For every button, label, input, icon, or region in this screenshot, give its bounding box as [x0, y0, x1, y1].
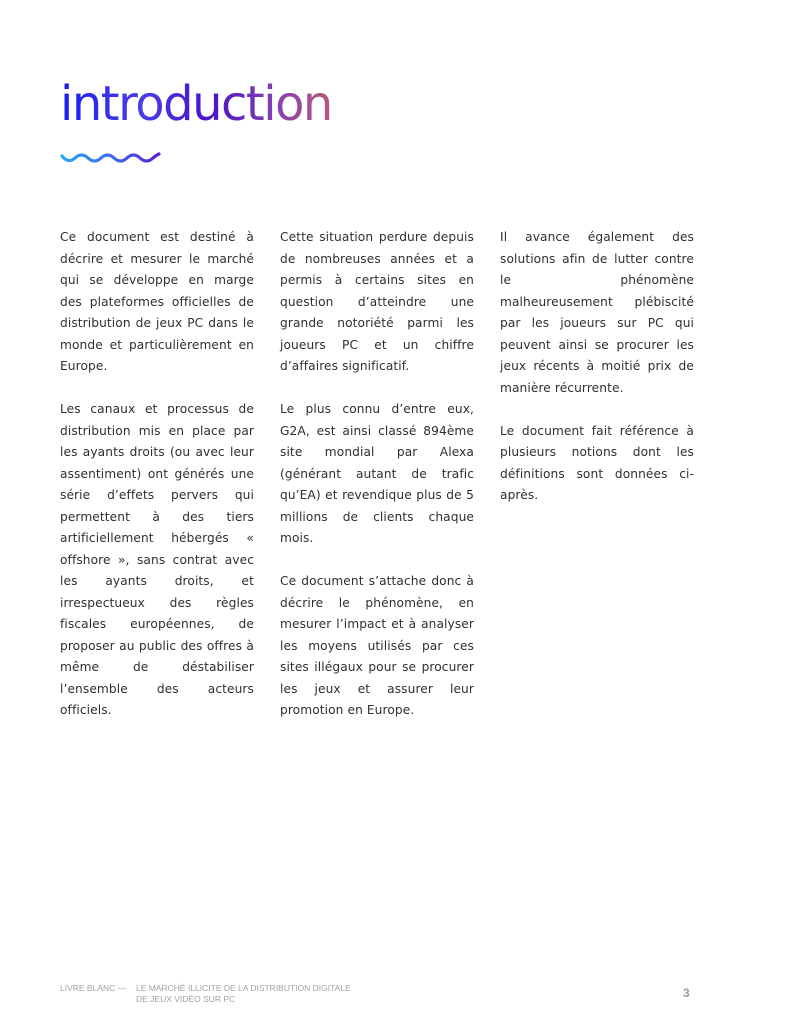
- paragraph: Ce document est destiné à décrire et mesurer le marché qui se développe en marge des plateformes officielles de distribution de jeux PC dans le monde et particulièrement en Europe.: [60, 230, 254, 373]
- wave-divider-icon: [60, 150, 162, 166]
- footer: [60, 983, 376, 1005]
- paragraph: Cette situation perdure depuis de nombreuses années et a permis à certains sites en question d’atteindre une grande notoriété parmi les joueurs PC et un chiffre d’affaires significatif.: [280, 230, 474, 373]
- column-1: [60, 227, 254, 743]
- column-2: [280, 227, 474, 743]
- page-title: introduction: [60, 72, 332, 136]
- footer-document-title: [136, 983, 376, 1005]
- footer-title-line-1: LE MARCHÉ ILLICITE DE LA DISTRIBUTION DIGITALE: [136, 983, 351, 993]
- paragraph: Il avance également des solutions afin de lutter contre le phénomène malheureusement plébiscité par les joueurs sur PC qui peuvent ainsi se procurer les jeux récents à moitié prix de manière récurrente.: [500, 230, 694, 395]
- footer-title-line-2: DE JEUX VIDÉO SUR PC: [136, 994, 236, 1004]
- footer-label: LIVRE BLANC —: [60, 983, 127, 993]
- paragraph: Les canaux et processus de distribution mis en place par les ayants droits (ou avec leur assentiment) ont générés une série d’effets pervers qui permettent à des tiers artificiellement hébergés « offshore », sans contrat avec les ayants droits, et irrespectueux des règles fiscales européennes, de proposer au public des offres à même de déstabiliser l’ensemble des acteurs officiels.: [60, 402, 254, 717]
- paragraph: Le document fait référence à plusieurs notions dont les définitions sont données ci-après.: [500, 423, 694, 502]
- paragraph: Le plus connu d’entre eux, G2A, est ainsi classé 894ème site mondial par Alexa (générant autant de trafic qu’EA) et revendique plus de 5 millions de clients chaque mois.: [280, 402, 474, 545]
- page-number: 3: [683, 986, 690, 1000]
- body-columns: [60, 227, 694, 743]
- paragraph: Ce document s’attache donc à décrire le phénomène, en mesurer l’impact et à analyser les moyens utilisés par ces sites illégaux pour se procurer les jeux et assurer leur promotion en Europe.: [280, 574, 474, 717]
- column-3: [500, 227, 694, 743]
